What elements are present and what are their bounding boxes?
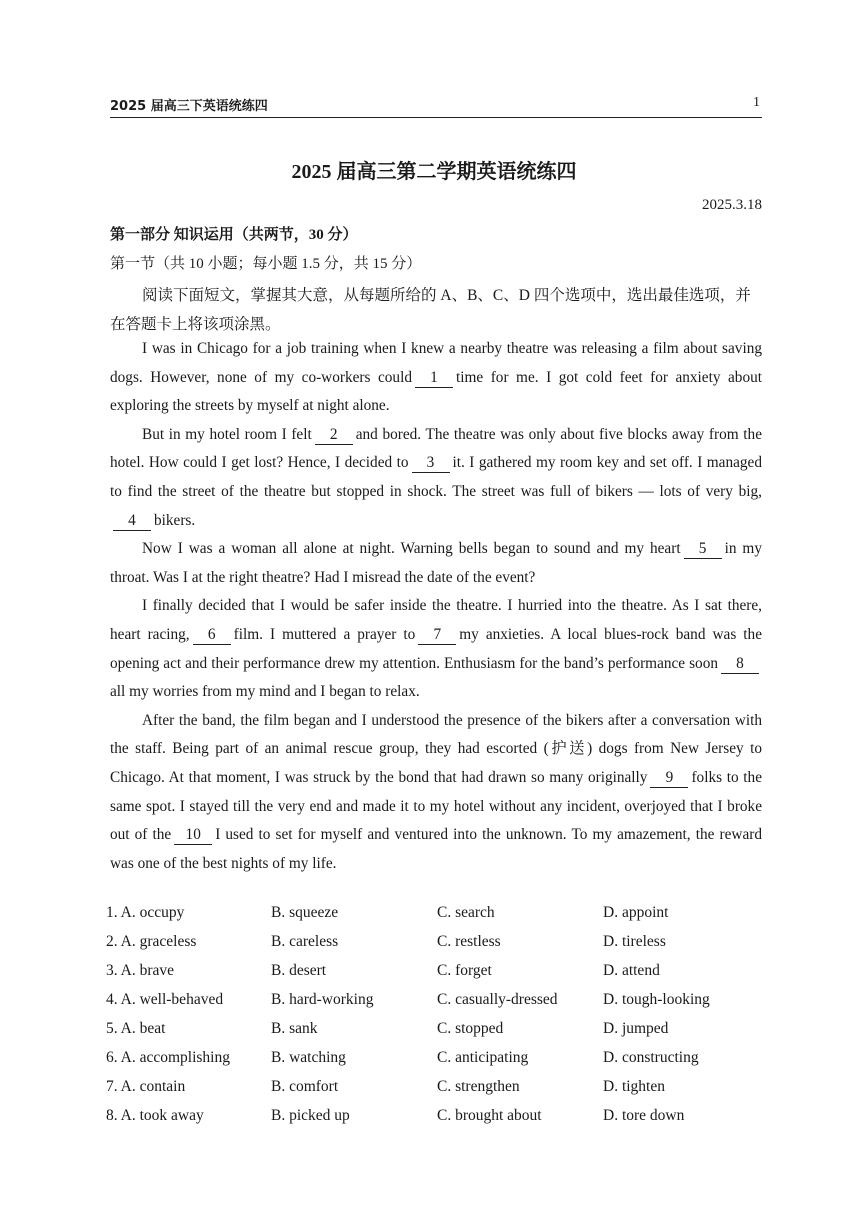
option-a: 8. A. took away bbox=[106, 1107, 204, 1124]
option-b: B. watching bbox=[271, 1049, 346, 1066]
exam-date: 2025.3.18 bbox=[702, 197, 762, 213]
option-b: B. squeeze bbox=[271, 904, 339, 921]
question-options-5 bbox=[106, 1020, 766, 1049]
question-options-6 bbox=[106, 1049, 766, 1078]
exam-title: 2025 届高三第二学期英语统练四 bbox=[291, 161, 577, 183]
passage-paragraph: I finally decided that I would be safer inside the theatre. I hurried into the theatre. As I sat there, heart racing, 6 film. I muttered a prayer to 7 my anxieties. A local blues-rock band was the opening act and their performance drew my attention. Enthusiasm for the band’s performance soon 8all my worries from my mind and I began to relax. bbox=[110, 597, 762, 701]
option-b: B. desert bbox=[271, 962, 327, 979]
question-options-4 bbox=[106, 991, 766, 1020]
blank-7: 7 bbox=[418, 626, 456, 645]
blank-2: 2 bbox=[315, 426, 353, 445]
passage-paragraph: Now I was a woman all alone at night. Warning bells began to sound and my heart 5 in my throat. Was I at the right theatre? Had I misread the date of the event? bbox=[110, 540, 762, 586]
option-d: D. tireless bbox=[603, 933, 666, 950]
option-a: 1. A. occupy bbox=[106, 904, 185, 921]
blank-9: 9 bbox=[650, 769, 688, 788]
blank-4: 4 bbox=[113, 512, 151, 531]
question-options-1 bbox=[106, 904, 766, 933]
option-c: C. forget bbox=[437, 962, 492, 979]
header-title: 2025 届高三下英语统练四 bbox=[110, 99, 268, 114]
option-d: D. appoint bbox=[603, 904, 669, 921]
option-b: B. comfort bbox=[271, 1078, 339, 1095]
answer-options bbox=[106, 904, 766, 1136]
option-a: 2. A. graceless bbox=[106, 933, 197, 950]
option-a: 5. A. beat bbox=[106, 1020, 166, 1037]
option-a: 7. A. contain bbox=[106, 1078, 186, 1095]
option-d: D. tore down bbox=[603, 1107, 685, 1124]
cloze-passage bbox=[110, 335, 762, 878]
option-d: D. constructing bbox=[603, 1049, 699, 1066]
option-b: B. hard-working bbox=[271, 991, 374, 1008]
passage-paragraph: But in my hotel room I felt 2 and bored. The theatre was only about five blocks away from the hotel. How could I get lost? Hence, I decided to 3 it. I gathered my room key and set off. I managed to find the street of the theatre but stopped in shock. The street was full of bikers — lots of very big,4 bikers. bbox=[110, 425, 762, 529]
option-c: C. search bbox=[437, 904, 495, 921]
passage-paragraph: After the band, the film began and I understood the presence of the bikers after a conversation with the staff. Being part of an animal rescue group, they had escorted (护送) dogs from New Jersey to Chicago. At that moment, I was struck by the bond that had drawn so many originally 9 folks to the same spot. I stayed till the very end and made it to my hotel without any incident, overjoyed that I broke out of the 10 I used to set for myself and ventured into the unknown. To my amazement, the reward was one of the best nights of my life. bbox=[110, 711, 762, 872]
blank-8: 8 bbox=[721, 655, 759, 674]
option-c: C. restless bbox=[437, 933, 501, 950]
option-a: 3. A. brave bbox=[106, 962, 175, 979]
option-c: C. casually-dressed bbox=[437, 991, 558, 1008]
blank-1: 1 bbox=[415, 369, 453, 388]
option-d: D. tough-looking bbox=[603, 991, 710, 1008]
question-options-2 bbox=[106, 933, 766, 962]
option-b: B. careless bbox=[271, 933, 339, 950]
blank-10: 10 bbox=[174, 826, 212, 845]
option-b: B. picked up bbox=[271, 1107, 350, 1124]
blank-6: 6 bbox=[193, 626, 231, 645]
option-c: C. anticipating bbox=[437, 1049, 529, 1066]
part-heading: 第一部分 知识运用（共两节，30 分） bbox=[110, 227, 358, 243]
question-options-3 bbox=[106, 962, 766, 991]
option-d: D. tighten bbox=[603, 1078, 665, 1095]
instructions: 阅读下面短文，掌握其大意，从每题所给的 A、B、C、D 四个选项中，选出最佳选项，并在答题卡上将该项涂黑。 bbox=[110, 287, 751, 333]
option-b: B. sank bbox=[271, 1020, 318, 1037]
option-d: D. jumped bbox=[603, 1020, 669, 1037]
question-options-8 bbox=[106, 1107, 766, 1136]
option-c: C. brought about bbox=[437, 1107, 542, 1124]
option-c: C. strengthen bbox=[437, 1078, 520, 1095]
option-c: C. stopped bbox=[437, 1020, 504, 1037]
option-a: 4. A. well-behaved bbox=[106, 991, 224, 1008]
option-a: 6. A. accomplishing bbox=[106, 1049, 230, 1066]
section-heading: 第一节（共 10 小题；每小题 1.5 分，共 15 分） bbox=[110, 256, 422, 272]
option-d: D. attend bbox=[603, 962, 660, 979]
blank-5: 5 bbox=[684, 540, 722, 559]
page-number: 1 bbox=[753, 95, 760, 110]
page-header bbox=[110, 95, 762, 118]
passage-paragraph: I was in Chicago for a job training when I knew a nearby theatre was releasing a film about saving dogs. However, none of my co-workers could 1 time for me. I got cold feet for anxiety about exploring the streets by myself at night alone. bbox=[110, 340, 763, 415]
question-options-7 bbox=[106, 1078, 766, 1107]
blank-3: 3 bbox=[412, 454, 450, 473]
